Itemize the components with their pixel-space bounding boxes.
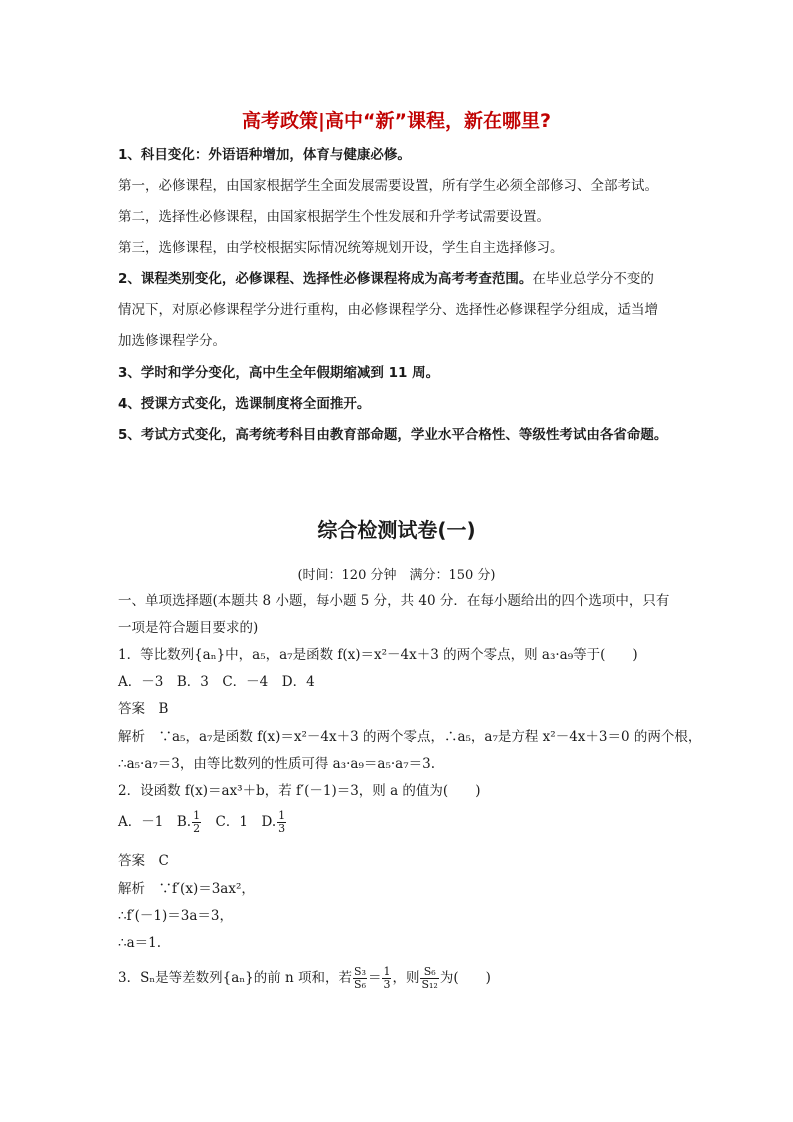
q3-equals: ＝ — [367, 970, 382, 986]
q3-fraction-3-numerator: S₆ — [420, 966, 438, 979]
q3-fraction-1 — [353, 966, 367, 991]
q2-option-a: A．－1 B. — [118, 814, 192, 830]
q3-fraction-2-numerator: 1 — [383, 965, 391, 978]
q1-analysis-2: ∴a₅·a₇＝3，由等比数列的性质可得 a₃·a₉＝a₅·a₇＝3. — [118, 756, 435, 772]
item1-paragraph-1: 第一，必修课程，由国家根据学生全面发展需要设置，所有学生必须全部修习、全部考试。 — [118, 178, 658, 194]
q3-fraction-1-denominator: S₆ — [354, 978, 366, 991]
item3-heading: 3、学时和学分变化，高中生全年假期缩减到 11 周。 — [118, 365, 440, 381]
q3-stem-b: ，则 — [392, 970, 420, 986]
item2-line-2: 情况下，对原必修课程学分进行重构，由必修课程学分、选择性必修课程学分组成，适当增 — [118, 302, 658, 318]
q3-stem — [118, 966, 491, 991]
item4-heading: 4、授课方式变化，选课制度将全面推开。 — [118, 396, 371, 412]
item2-line-1 — [118, 270, 654, 288]
q1-stem: 1．等比数列{aₙ}中，a₅，a₇是函数 f(x)＝x²－4x＋3 的两个零点，则 a₃·a₉等于( ) — [118, 647, 638, 663]
q1-options: A．－3 B．3 C．－4 D．4 — [118, 674, 315, 690]
q2-stem: 2．设函数 f(x)＝ax³＋b，若 f′(－1)＝3，则 a 的值为( ) — [118, 783, 481, 799]
q3-fraction-3-denominator: S₁₂ — [421, 978, 438, 991]
q2-options — [118, 810, 287, 835]
q3-stem-a: 3．Sₙ是等差数列{aₙ}的前 n 项和，若 — [118, 970, 353, 986]
item1-paragraph-2: 第二，选择性必修课程，由国家根据学生个性发展和升学考试需要设置。 — [118, 209, 550, 225]
q3-fraction-2 — [382, 966, 391, 991]
q2-option-b-denominator: 2 — [193, 822, 201, 835]
q3-fraction-3 — [420, 966, 438, 991]
policy-title: 高考政策|高中“新”课程，新在哪里? — [242, 110, 551, 132]
q2-option-b-numerator: 1 — [193, 809, 201, 822]
q3-fraction-1-numerator: S₃ — [354, 965, 366, 978]
q2-option-d-numerator: 1 — [278, 809, 286, 822]
q2-option-d-fraction — [277, 810, 286, 835]
q3-fraction-2-denominator: 3 — [383, 978, 391, 991]
q2-analysis-2: ∴f′(－1)＝3a＝3， — [118, 908, 234, 924]
item1-paragraph-3: 第三，选修课程，由学校根据实际情况统筹规划开设，学生自主选择修习。 — [118, 240, 564, 256]
q2-analysis-1: 解析 ∵f′(x)＝3ax²， — [118, 881, 255, 897]
q2-option-d-denominator: 3 — [278, 822, 286, 835]
section1-line-1: 一、单项选择题(本题共 8 小题，每小题 5 分，共 40 分．在每小题给出的四个选项中，只有 — [118, 593, 670, 609]
q2-option-c: C．1 D. — [202, 814, 277, 830]
item2-heading: 2、课程类别变化，必修课程、选择性必修课程将成为高考考查范围。 — [118, 271, 533, 287]
q2-answer: 答案 C — [118, 853, 169, 869]
q3-stem-c: 为( ) — [439, 970, 491, 986]
q2-analysis-3: ∴a＝1. — [118, 935, 162, 951]
section1-line-2: 一项是符合题目要求的) — [118, 620, 259, 636]
item5-heading: 5、考试方式变化，高考统考科目由教育部命题，学业水平合格性、等级性考试由各省命题。 — [118, 427, 668, 443]
item2-text-1: 在毕业总学分不变的 — [532, 271, 654, 287]
exam-meta: (时间：120 分钟 满分：150 分) — [297, 568, 496, 583]
exam-title: 综合检测试卷(一) — [317, 518, 476, 542]
q1-analysis-1: 解析 ∵a₅，a₇是函数 f(x)＝x²－4x＋3 的两个零点，∴a₅，a₇是方程 x²－4x＋3＝0 的两个根， — [118, 729, 702, 745]
q1-answer: 答案 B — [118, 701, 169, 717]
item1-heading: 1、科目变化：外语语种增加，体育与健康必修。 — [118, 147, 411, 163]
q2-option-b-fraction — [192, 810, 201, 835]
item2-line-3: 加选修课程学分。 — [118, 333, 226, 349]
